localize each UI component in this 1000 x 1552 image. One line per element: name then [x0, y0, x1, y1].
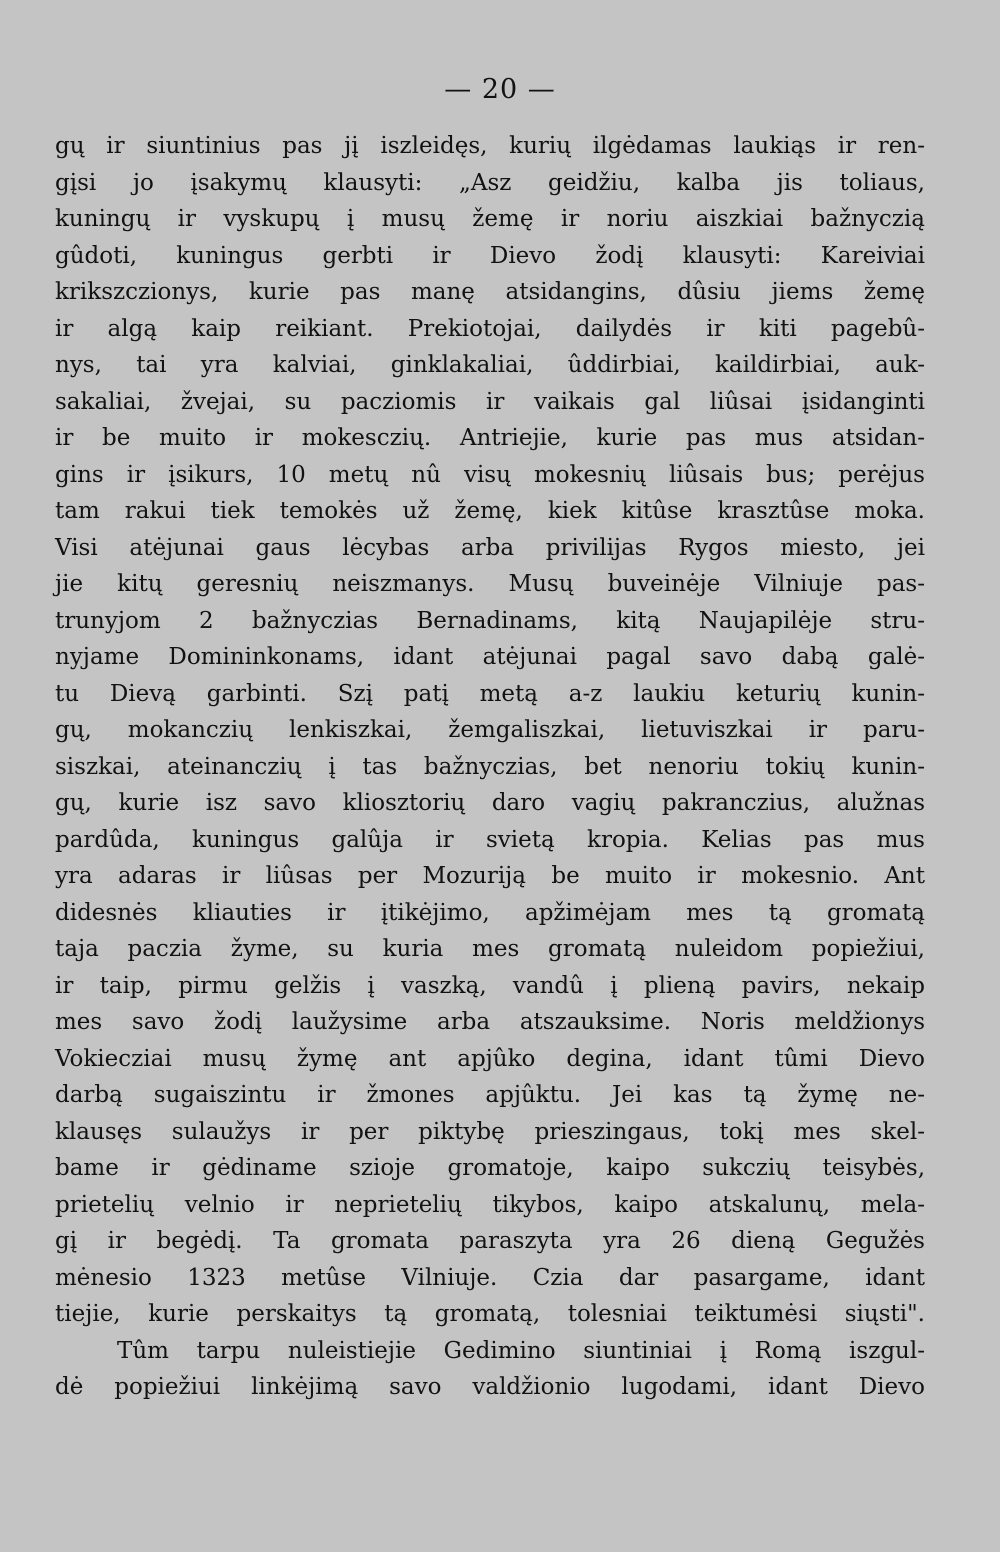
text-line: nyjame Domininkonams, idant atėjunai pagal savo dabą galė-: [55, 644, 925, 670]
text-line: tu Dievą garbinti. Szį patį metą a-z laukiu keturių kunin-: [55, 680, 925, 707]
text-line: pardûda, kuningus galûja ir svietą kropia. Kelias pas mus: [55, 826, 925, 853]
text-line: prietelių velnio ir neprietelių tikybos, kaipo atskalunų, mela-: [55, 1191, 925, 1218]
text-line: jie kitų geresnių neiszmanys. Musų buveinėje Vilniuje pas-: [55, 571, 925, 597]
text-line: Tûm tarpu nuleistiejie Gedimino siuntiniai į Romą iszgul-: [117, 1337, 925, 1364]
text-line: dė popiežiui linkėjimą savo valdžionio lugodami, idant Dievo: [55, 1374, 925, 1400]
text-line: gų, kurie isz savo kliosztorių daro vagių pakranczius, alužnas: [55, 790, 925, 816]
text-line: gį ir begėdį. Ta gromata paraszyta yra 26 dieną Gegužės: [55, 1228, 925, 1254]
text-line: didesnės kliauties ir įtikėjimo, apžimėjam mes tą gromatą: [55, 899, 925, 926]
text-line: yra adaras ir liûsas per Mozuriją be muito ir mokesnio. Ant: [55, 863, 925, 889]
text-line: gįsi jo įsakymų klausyti: „Asz geidžiu, kalba jis toliaus,: [55, 169, 925, 196]
text-line: trunyjom 2 bažnyczias Bernadinams, kitą Naujapilėje stru-: [55, 607, 925, 634]
text-line: ir algą kaip reikiant. Prekiotojai, dailydės ir kiti pagebû-: [55, 315, 925, 342]
text-line: tam rakui tiek temokės už žemę, kiek kitûse krasztûse moka.: [55, 498, 925, 524]
text-line: gų, mokanczių lenkiszkai, žemgaliszkai, lietuviszkai ir paru-: [55, 717, 925, 743]
text-line: ir taip, pirmu gelžis į vaszką, vandû į plieną pavirs, nekaip: [55, 972, 925, 999]
page-number: — 20 —: [444, 74, 556, 105]
text-line: taja paczia žyme, su kuria mes gromatą nuleidom popiežiui,: [55, 936, 925, 962]
text-line: darbą sugaiszintu ir žmones apjûktu. Jei kas tą žymę ne-: [55, 1082, 925, 1108]
text-line: Vokiecziai musų žymę ant apjûko degina, idant tûmi Dievo: [55, 1045, 925, 1072]
text-line: gûdoti, kuningus gerbti ir Dievo žodį klausyti: Kareiviai: [55, 242, 925, 269]
text-line: kuningų ir vyskupų į musų žemę ir noriu aiszkiai bažnyczią: [55, 206, 925, 232]
text-line: sakaliai, žvejai, su pacziomis ir vaikais gal liûsai įsidanginti: [55, 388, 925, 415]
text-line: tiejie, kurie perskaitys tą gromatą, tolesniai teiktumėsi siųsti".: [55, 1301, 925, 1327]
text-line: krikszczionys, kurie pas manę atsidangins, dûsiu jiems žemę: [55, 279, 925, 305]
text-line: mes savo žodį laužysime arba atszauksime. Noris meldžionys: [55, 1009, 925, 1035]
text-line: Visi atėjunai gaus lėcybas arba privilijas Rygos miesto, jei: [55, 534, 925, 561]
text-line: klausęs sulaužys ir per piktybę prieszingaus, tokį mes skel-: [55, 1118, 925, 1145]
text-line: gų ir siuntinius pas jį iszleidęs, kurių ilgėdamas laukiąs ir ren-: [55, 133, 925, 159]
text-line: gins ir įsikurs, 10 metų nû visų mokesnių liûsais bus; perėjus: [55, 461, 925, 488]
text-line: siszkai, ateinanczių į tas bažnyczias, bet nenoriu tokių kunin-: [55, 753, 925, 780]
text-line: mėnesio 1323 metûse Vilniuje. Czia dar pasargame, idant: [55, 1264, 925, 1291]
text-line: bame ir gėdiname szioje gromatoje, kaipo sukczių teisybės,: [55, 1155, 925, 1181]
text-line: nys, tai yra kalviai, ginklakaliai, ûddirbiai, kaildirbiai, auk-: [55, 352, 925, 378]
body-text: [55, 128, 925, 1406]
text-line: ir be muito ir mokesczių. Antriejie, kurie pas mus atsidan-: [55, 425, 925, 451]
